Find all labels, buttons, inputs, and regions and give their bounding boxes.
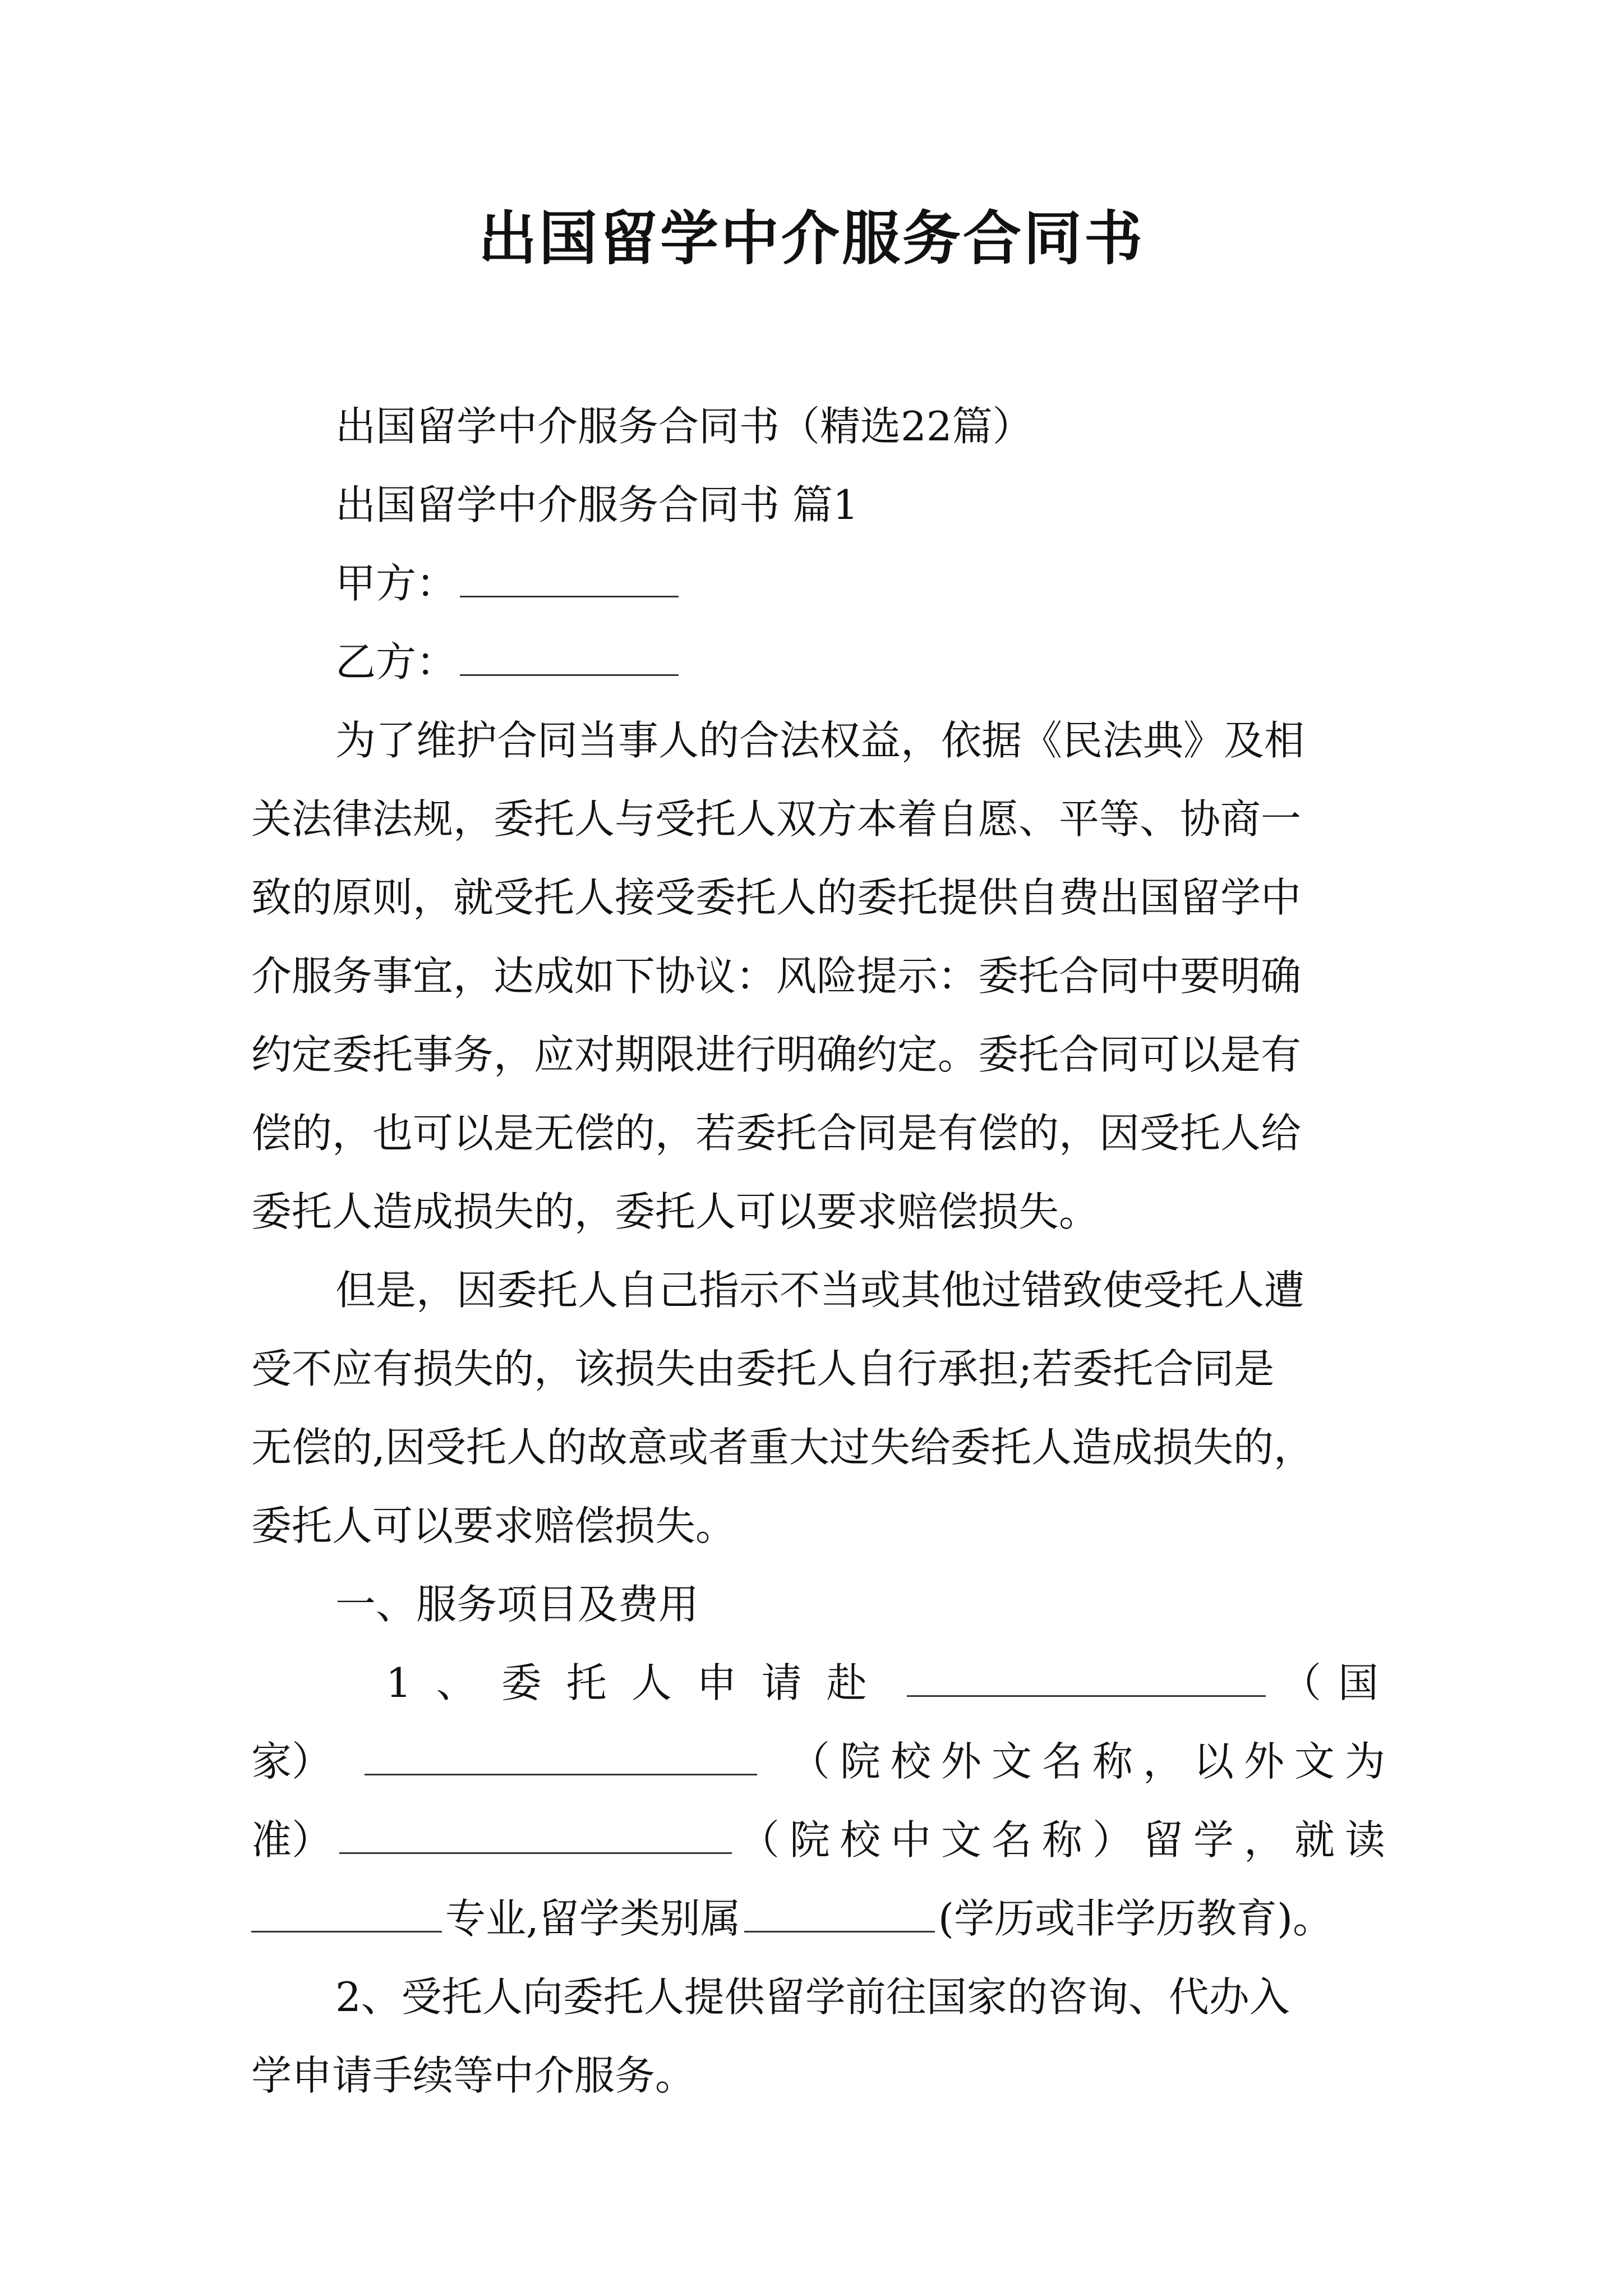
item1-start: 家） bbox=[251, 1738, 333, 1785]
major-blank bbox=[251, 1897, 442, 1932]
paragraph-line: 学申请手续等中介服务。 bbox=[251, 2052, 696, 2099]
paragraph-line: 委托人可以要求赔偿损失。 bbox=[251, 1502, 736, 1549]
section-heading: 一、服务项目及费用 bbox=[335, 1581, 699, 1628]
party-a-label: 甲方： bbox=[335, 560, 457, 607]
paragraph-line: 约定委托事务，应对期限进行明确约定。委托合同可以是有 bbox=[251, 1031, 1302, 1078]
item1-line3 bbox=[251, 1801, 1395, 1879]
paragraph-line: 为了维护合同当事人的合法权益，依据《民法典》及相 bbox=[335, 717, 1305, 764]
paragraph-line: 受不应有损失的，该损失由委托人自行承担;若委托合同是 bbox=[251, 1345, 1275, 1392]
paragraph-line: 介服务事宜，达成如下协议：风险提示：委托合同中要明确 bbox=[251, 953, 1302, 1000]
party-b-blank bbox=[460, 641, 679, 676]
item1-text: (学历或非学历教育)。 bbox=[938, 1895, 1334, 1942]
item1-end: （国 bbox=[1280, 1659, 1395, 1706]
party-b-line bbox=[251, 623, 1395, 701]
school-chinese-name-blank bbox=[339, 1819, 732, 1854]
party-a-line bbox=[251, 544, 1395, 623]
document-subtitle: 出国留学中介服务合同书（精选22篇） bbox=[335, 403, 1033, 450]
item1-text: （院校中文名称）留学，就读 bbox=[739, 1816, 1395, 1864]
party-a-blank bbox=[460, 562, 679, 597]
document-title: 出国留学中介服务合同书 bbox=[478, 204, 1145, 273]
party-b-label: 乙方： bbox=[335, 638, 457, 685]
paragraph-line: 致的原则，就受托人接受委托人的委托提供自费出国留学中 bbox=[251, 874, 1302, 921]
paragraph-line: 关法律法规，委托人与受托人双方本着自愿、平等、协商一 bbox=[251, 795, 1302, 843]
paragraph-line: 2、受托人向委托人提供留学前往国家的咨询、代办入 bbox=[335, 1973, 1290, 2021]
item1-start: 准） bbox=[251, 1816, 333, 1864]
document-body bbox=[251, 387, 1395, 2115]
school-foreign-name-blank bbox=[365, 1740, 757, 1775]
paragraph-line: 委托人造成损失的，委托人可以要求赔偿损失。 bbox=[251, 1188, 1100, 1235]
paragraph-line: 但是，因委托人自己指示不当或其他过错致使受托人遭 bbox=[335, 1267, 1305, 1314]
country-blank bbox=[907, 1662, 1266, 1697]
study-type-blank bbox=[744, 1897, 935, 1932]
paragraph-line: 无偿的,因受托人的故意或者重大过失给委托人造成损失的， bbox=[251, 1424, 1314, 1471]
item1-text: （院校外文名称，以外文为 bbox=[789, 1738, 1395, 1785]
item1-text: 专业,留学类别属 bbox=[445, 1895, 741, 1942]
item1-line1 bbox=[251, 1644, 1395, 1722]
item1-line4 bbox=[251, 1879, 1395, 1958]
chapter-heading: 出国留学中介服务合同书 篇1 bbox=[335, 481, 859, 528]
item1-line2 bbox=[251, 1722, 1395, 1801]
paragraph-line: 偿的，也可以是无偿的，若委托合同是有偿的，因受托人给 bbox=[251, 1110, 1302, 1157]
item1-text: 1、委托人申请赴 bbox=[386, 1659, 892, 1706]
